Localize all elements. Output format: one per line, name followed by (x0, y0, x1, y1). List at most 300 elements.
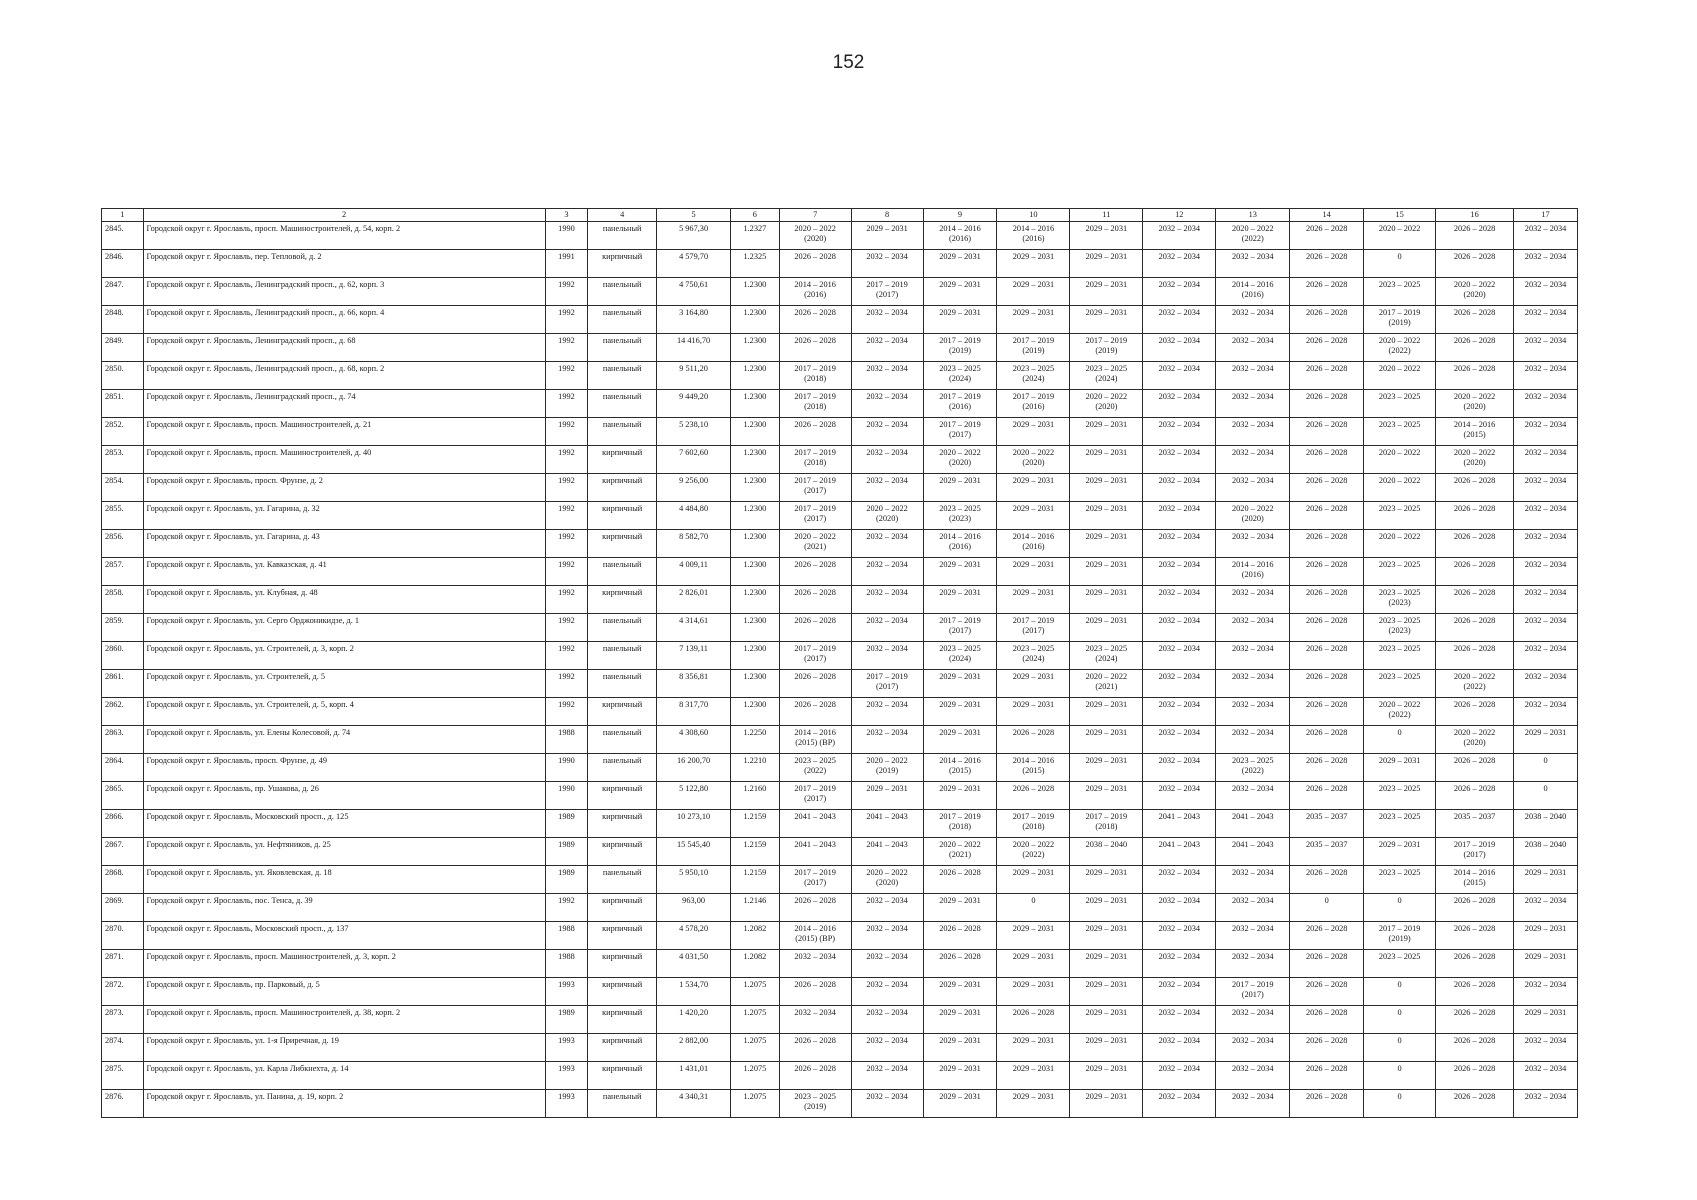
period-col-15-cell: 2020 – 2022 (1364, 362, 1436, 390)
period-col-14-cell: 2026 – 2028 (1290, 278, 1364, 306)
year-built-cell: 1992 (545, 418, 588, 446)
period-col-15-cell: 2023 – 2025 (2023) (1364, 614, 1436, 642)
column-header-5: 5 (657, 209, 731, 222)
address-cell: Городской округ г. Ярославль, Ленинградский просп., д. 68, корп. 2 (143, 362, 545, 390)
period-col-9-cell: 2017 – 2019 (2018) (923, 810, 997, 838)
area-cell: 8 317,70 (657, 698, 731, 726)
period-col-8-cell: 2032 – 2034 (851, 250, 923, 278)
period-col-7-cell: 2026 – 2028 (779, 894, 851, 922)
period-col-11-cell: 2029 – 2031 (1070, 250, 1143, 278)
coefficient-cell: 1.2300 (731, 586, 780, 614)
period-col-12-cell: 2032 – 2034 (1143, 222, 1216, 250)
address-cell: Городской округ г. Ярославль, пр. Парковый, д. 5 (143, 978, 545, 1006)
column-header-10: 10 (997, 209, 1070, 222)
period-col-10-cell: 2014 – 2016 (2016) (997, 222, 1070, 250)
address-cell: Городской округ г. Ярославль, просп. Машиностроителей, д. 21 (143, 418, 545, 446)
address-cell: Городской округ г. Ярославль, ул. Строителей, д. 5 (143, 670, 545, 698)
row-number-cell: 2862. (102, 698, 144, 726)
year-built-cell: 1988 (545, 950, 588, 978)
address-cell: Городской округ г. Ярославль, ул. Кавказская, д. 41 (143, 558, 545, 586)
period-col-14-cell: 2026 – 2028 (1290, 1062, 1364, 1090)
column-header-16: 16 (1436, 209, 1514, 222)
header-row (102, 209, 1578, 222)
period-col-14-cell: 2026 – 2028 (1290, 390, 1364, 418)
period-col-7-cell: 2026 – 2028 (779, 418, 851, 446)
period-col-14-cell: 2026 – 2028 (1290, 782, 1364, 810)
period-col-17-cell: 2032 – 2034 (1514, 250, 1578, 278)
period-col-9-cell: 2026 – 2028 (923, 922, 997, 950)
period-col-12-cell: 2032 – 2034 (1143, 950, 1216, 978)
address-cell: Городской округ г. Ярославль, ул. Гагарина, д. 43 (143, 530, 545, 558)
period-col-17-cell: 2032 – 2034 (1514, 362, 1578, 390)
column-header-8: 8 (851, 209, 923, 222)
period-col-13-cell: 2032 – 2034 (1216, 726, 1290, 754)
period-col-17-cell: 2032 – 2034 (1514, 642, 1578, 670)
period-col-9-cell: 2029 – 2031 (923, 726, 997, 754)
period-col-15-cell: 2020 – 2022 (1364, 474, 1436, 502)
period-col-7-cell: 2041 – 2043 (779, 838, 851, 866)
period-col-17-cell: 2032 – 2034 (1514, 474, 1578, 502)
period-col-16-cell: 2014 – 2016 (2015) (1436, 418, 1514, 446)
buildings-table (101, 208, 1578, 1118)
year-built-cell: 1993 (545, 978, 588, 1006)
period-col-12-cell: 2032 – 2034 (1143, 446, 1216, 474)
coefficient-cell: 1.2300 (731, 306, 780, 334)
period-col-13-cell: 2032 – 2034 (1216, 334, 1290, 362)
table-row (102, 1090, 1578, 1118)
period-col-8-cell: 2032 – 2034 (851, 1006, 923, 1034)
address-cell: Городской округ г. Ярославль, просп. Фрунзе, д. 2 (143, 474, 545, 502)
area-cell: 3 164,80 (657, 306, 731, 334)
period-col-8-cell: 2032 – 2034 (851, 558, 923, 586)
period-col-17-cell: 2032 – 2034 (1514, 502, 1578, 530)
period-col-14-cell: 2026 – 2028 (1290, 1034, 1364, 1062)
period-col-13-cell: 2032 – 2034 (1216, 474, 1290, 502)
period-col-13-cell: 2032 – 2034 (1216, 362, 1290, 390)
period-col-12-cell: 2032 – 2034 (1143, 250, 1216, 278)
address-cell: Городской округ г. Ярославль, пос. Тенса, д. 39 (143, 894, 545, 922)
table-row (102, 950, 1578, 978)
period-col-16-cell: 2026 – 2028 (1436, 1090, 1514, 1118)
period-col-12-cell: 2032 – 2034 (1143, 754, 1216, 782)
period-col-11-cell: 2029 – 2031 (1070, 1006, 1143, 1034)
period-col-15-cell: 2023 – 2025 (1364, 810, 1436, 838)
address-cell: Городской округ г. Ярославль, ул. Клубная, д. 48 (143, 586, 545, 614)
period-col-17-cell: 2032 – 2034 (1514, 306, 1578, 334)
period-col-17-cell: 0 (1514, 754, 1578, 782)
period-col-17-cell: 2032 – 2034 (1514, 586, 1578, 614)
period-col-16-cell: 2026 – 2028 (1436, 978, 1514, 1006)
row-number-cell: 2855. (102, 502, 144, 530)
period-col-13-cell: 2041 – 2043 (1216, 838, 1290, 866)
period-col-10-cell: 2020 – 2022 (2020) (997, 446, 1070, 474)
period-col-13-cell: 2020 – 2022 (2020) (1216, 502, 1290, 530)
area-cell: 7 602,60 (657, 446, 731, 474)
period-col-10-cell: 2029 – 2031 (997, 278, 1070, 306)
row-number-cell: 2865. (102, 782, 144, 810)
period-col-16-cell: 2026 – 2028 (1436, 530, 1514, 558)
period-col-11-cell: 2023 – 2025 (2024) (1070, 642, 1143, 670)
period-col-13-cell: 2023 – 2025 (2022) (1216, 754, 1290, 782)
period-col-11-cell: 2029 – 2031 (1070, 306, 1143, 334)
period-col-14-cell: 2026 – 2028 (1290, 250, 1364, 278)
period-col-14-cell: 2026 – 2028 (1290, 334, 1364, 362)
wall-material-cell: панельный (588, 334, 657, 362)
area-cell: 5 950,10 (657, 866, 731, 894)
period-col-13-cell: 2032 – 2034 (1216, 306, 1290, 334)
period-col-16-cell: 2026 – 2028 (1436, 1062, 1514, 1090)
period-col-7-cell: 2017 – 2019 (2018) (779, 390, 851, 418)
table-row (102, 1062, 1578, 1090)
period-col-8-cell: 2017 – 2019 (2017) (851, 670, 923, 698)
column-header-1: 1 (102, 209, 144, 222)
period-col-14-cell: 2026 – 2028 (1290, 1006, 1364, 1034)
period-col-12-cell: 2032 – 2034 (1143, 698, 1216, 726)
period-col-13-cell: 2032 – 2034 (1216, 614, 1290, 642)
coefficient-cell: 1.2300 (731, 446, 780, 474)
address-cell: Городской округ г. Ярославль, Ленинградский просп., д. 62, корп. 3 (143, 278, 545, 306)
coefficient-cell: 1.2075 (731, 1006, 780, 1034)
period-col-9-cell: 2023 – 2025 (2023) (923, 502, 997, 530)
period-col-8-cell: 2032 – 2034 (851, 306, 923, 334)
row-number-cell: 2847. (102, 278, 144, 306)
table-row (102, 306, 1578, 334)
address-cell: Городской округ г. Ярославль, ул. Нефтяников, д. 25 (143, 838, 545, 866)
period-col-8-cell: 2017 – 2019 (2017) (851, 278, 923, 306)
year-built-cell: 1992 (545, 894, 588, 922)
period-col-14-cell: 2026 – 2028 (1290, 950, 1364, 978)
period-col-8-cell: 2032 – 2034 (851, 474, 923, 502)
period-col-9-cell: 2014 – 2016 (2016) (923, 222, 997, 250)
period-col-10-cell: 2023 – 2025 (2024) (997, 362, 1070, 390)
column-header-13: 13 (1216, 209, 1290, 222)
address-cell: Городской округ г. Ярославль, Московский просп., д. 137 (143, 922, 545, 950)
period-col-16-cell: 2026 – 2028 (1436, 754, 1514, 782)
row-number-cell: 2860. (102, 642, 144, 670)
period-col-9-cell: 2029 – 2031 (923, 250, 997, 278)
row-number-cell: 2858. (102, 586, 144, 614)
period-col-8-cell: 2032 – 2034 (851, 614, 923, 642)
period-col-11-cell: 2038 – 2040 (1070, 838, 1143, 866)
period-col-8-cell: 2041 – 2043 (851, 810, 923, 838)
period-col-13-cell: 2032 – 2034 (1216, 642, 1290, 670)
period-col-12-cell: 2032 – 2034 (1143, 530, 1216, 558)
column-header-17: 17 (1514, 209, 1578, 222)
row-number-cell: 2851. (102, 390, 144, 418)
table-row (102, 530, 1578, 558)
period-col-17-cell: 2032 – 2034 (1514, 278, 1578, 306)
wall-material-cell: кирпичный (588, 1062, 657, 1090)
row-number-cell: 2848. (102, 306, 144, 334)
period-col-10-cell: 2029 – 2031 (997, 922, 1070, 950)
period-col-12-cell: 2032 – 2034 (1143, 894, 1216, 922)
year-built-cell: 1993 (545, 1090, 588, 1118)
period-col-16-cell: 2026 – 2028 (1436, 306, 1514, 334)
period-col-13-cell: 2032 – 2034 (1216, 586, 1290, 614)
period-col-9-cell: 2014 – 2016 (2015) (923, 754, 997, 782)
wall-material-cell: кирпичный (588, 810, 657, 838)
period-col-10-cell: 2029 – 2031 (997, 1090, 1070, 1118)
table-row (102, 894, 1578, 922)
table-row (102, 446, 1578, 474)
period-col-9-cell: 2029 – 2031 (923, 558, 997, 586)
period-col-10-cell: 2029 – 2031 (997, 950, 1070, 978)
table-row (102, 614, 1578, 642)
year-built-cell: 1992 (545, 362, 588, 390)
period-col-16-cell: 2020 – 2022 (2022) (1436, 670, 1514, 698)
period-col-15-cell: 0 (1364, 726, 1436, 754)
area-cell: 8 582,70 (657, 530, 731, 558)
period-col-13-cell: 2032 – 2034 (1216, 390, 1290, 418)
wall-material-cell: кирпичный (588, 530, 657, 558)
coefficient-cell: 1.2082 (731, 922, 780, 950)
period-col-7-cell: 2026 – 2028 (779, 1062, 851, 1090)
period-col-14-cell: 2026 – 2028 (1290, 642, 1364, 670)
period-col-13-cell: 2032 – 2034 (1216, 866, 1290, 894)
period-col-14-cell: 2026 – 2028 (1290, 530, 1364, 558)
period-col-14-cell: 2026 – 2028 (1290, 978, 1364, 1006)
period-col-9-cell: 2029 – 2031 (923, 1062, 997, 1090)
period-col-11-cell: 2029 – 2031 (1070, 1090, 1143, 1118)
period-col-9-cell: 2026 – 2028 (923, 866, 997, 894)
period-col-7-cell: 2026 – 2028 (779, 250, 851, 278)
period-col-11-cell: 2029 – 2031 (1070, 782, 1143, 810)
area-cell: 14 416,70 (657, 334, 731, 362)
area-cell: 5 967,30 (657, 222, 731, 250)
period-col-12-cell: 2032 – 2034 (1143, 1034, 1216, 1062)
area-cell: 2 882,00 (657, 1034, 731, 1062)
period-col-9-cell: 2029 – 2031 (923, 894, 997, 922)
table-row (102, 754, 1578, 782)
period-col-15-cell: 2020 – 2022 (1364, 222, 1436, 250)
wall-material-cell: панельный (588, 558, 657, 586)
period-col-15-cell: 0 (1364, 250, 1436, 278)
period-col-13-cell: 2032 – 2034 (1216, 418, 1290, 446)
period-col-9-cell: 2029 – 2031 (923, 782, 997, 810)
wall-material-cell: панельный (588, 670, 657, 698)
period-col-11-cell: 2029 – 2031 (1070, 530, 1143, 558)
area-cell: 2 826,01 (657, 586, 731, 614)
period-col-8-cell: 2032 – 2034 (851, 1062, 923, 1090)
period-col-11-cell: 2020 – 2022 (2020) (1070, 390, 1143, 418)
column-header-15: 15 (1364, 209, 1436, 222)
period-col-14-cell: 2035 – 2037 (1290, 838, 1364, 866)
period-col-11-cell: 2029 – 2031 (1070, 922, 1143, 950)
period-col-7-cell: 2026 – 2028 (779, 670, 851, 698)
period-col-12-cell: 2032 – 2034 (1143, 726, 1216, 754)
period-col-14-cell: 2026 – 2028 (1290, 222, 1364, 250)
table-body (102, 222, 1578, 1118)
period-col-15-cell: 2023 – 2025 (1364, 670, 1436, 698)
period-col-15-cell: 2023 – 2025 (1364, 418, 1436, 446)
row-number-cell: 2868. (102, 866, 144, 894)
period-col-13-cell: 2032 – 2034 (1216, 950, 1290, 978)
period-col-17-cell: 2032 – 2034 (1514, 390, 1578, 418)
page-number: 152 (832, 52, 865, 73)
year-built-cell: 1989 (545, 866, 588, 894)
period-col-8-cell: 2032 – 2034 (851, 586, 923, 614)
period-col-13-cell: 2041 – 2043 (1216, 810, 1290, 838)
wall-material-cell: кирпичный (588, 502, 657, 530)
period-col-8-cell: 2032 – 2034 (851, 922, 923, 950)
period-col-8-cell: 2029 – 2031 (851, 222, 923, 250)
period-col-17-cell: 2032 – 2034 (1514, 446, 1578, 474)
period-col-12-cell: 2032 – 2034 (1143, 418, 1216, 446)
period-col-17-cell: 2032 – 2034 (1514, 698, 1578, 726)
period-col-12-cell: 2032 – 2034 (1143, 1062, 1216, 1090)
period-col-14-cell: 2035 – 2037 (1290, 810, 1364, 838)
year-built-cell: 1992 (545, 698, 588, 726)
address-cell: Городской округ г. Ярославль, ул. Панина, д. 19, корп. 2 (143, 1090, 545, 1118)
year-built-cell: 1992 (545, 334, 588, 362)
row-number-cell: 2861. (102, 670, 144, 698)
period-col-9-cell: 2017 – 2019 (2017) (923, 614, 997, 642)
period-col-8-cell: 2032 – 2034 (851, 894, 923, 922)
period-col-17-cell: 2032 – 2034 (1514, 670, 1578, 698)
address-cell: Городской округ г. Ярославль, ул. Строителей, д. 5, корп. 4 (143, 698, 545, 726)
row-number-cell: 2866. (102, 810, 144, 838)
coefficient-cell: 1.2300 (731, 334, 780, 362)
period-col-17-cell: 2029 – 2031 (1514, 1006, 1578, 1034)
wall-material-cell: панельный (588, 362, 657, 390)
period-col-11-cell: 2029 – 2031 (1070, 446, 1143, 474)
area-cell: 9 511,20 (657, 362, 731, 390)
period-col-11-cell: 2029 – 2031 (1070, 502, 1143, 530)
period-col-10-cell: 2029 – 2031 (997, 1062, 1070, 1090)
period-col-16-cell: 2020 – 2022 (2020) (1436, 390, 1514, 418)
period-col-15-cell: 2023 – 2025 (1364, 866, 1436, 894)
period-col-14-cell: 0 (1290, 894, 1364, 922)
period-col-13-cell: 2032 – 2034 (1216, 698, 1290, 726)
area-cell: 4 578,20 (657, 922, 731, 950)
period-col-7-cell: 2017 – 2019 (2017) (779, 782, 851, 810)
period-col-9-cell: 2029 – 2031 (923, 1006, 997, 1034)
row-number-cell: 2856. (102, 530, 144, 558)
area-cell: 4 308,60 (657, 726, 731, 754)
address-cell: Городской округ г. Ярославль, Ленинградский просп., д. 68 (143, 334, 545, 362)
address-cell: Городской округ г. Ярославль, Ленинградский просп., д. 74 (143, 390, 545, 418)
period-col-12-cell: 2032 – 2034 (1143, 334, 1216, 362)
coefficient-cell: 1.2300 (731, 390, 780, 418)
wall-material-cell: панельный (588, 754, 657, 782)
wall-material-cell: панельный (588, 866, 657, 894)
period-col-15-cell: 2017 – 2019 (2019) (1364, 922, 1436, 950)
period-col-8-cell: 2032 – 2034 (851, 698, 923, 726)
period-col-12-cell: 2032 – 2034 (1143, 670, 1216, 698)
year-built-cell: 1989 (545, 810, 588, 838)
period-col-10-cell: 0 (997, 894, 1070, 922)
period-col-17-cell: 2038 – 2040 (1514, 810, 1578, 838)
period-col-7-cell: 2014 – 2016 (2015) (ВР) (779, 726, 851, 754)
period-col-14-cell: 2026 – 2028 (1290, 1090, 1364, 1118)
period-col-14-cell: 2026 – 2028 (1290, 502, 1364, 530)
period-col-12-cell: 2032 – 2034 (1143, 278, 1216, 306)
period-col-9-cell: 2023 – 2025 (2024) (923, 362, 997, 390)
period-col-15-cell: 2023 – 2025 (1364, 558, 1436, 586)
period-col-13-cell: 2032 – 2034 (1216, 446, 1290, 474)
period-col-12-cell: 2032 – 2034 (1143, 390, 1216, 418)
area-cell: 1 534,70 (657, 978, 731, 1006)
wall-material-cell: панельный (588, 418, 657, 446)
area-cell: 963,00 (657, 894, 731, 922)
coefficient-cell: 1.2159 (731, 838, 780, 866)
coefficient-cell: 1.2300 (731, 362, 780, 390)
period-col-7-cell: 2041 – 2043 (779, 810, 851, 838)
period-col-14-cell: 2026 – 2028 (1290, 474, 1364, 502)
period-col-13-cell: 2020 – 2022 (2022) (1216, 222, 1290, 250)
period-col-17-cell: 2032 – 2034 (1514, 1062, 1578, 1090)
period-col-11-cell: 2029 – 2031 (1070, 950, 1143, 978)
period-col-12-cell: 2032 – 2034 (1143, 306, 1216, 334)
period-col-9-cell: 2029 – 2031 (923, 1090, 997, 1118)
period-col-10-cell: 2029 – 2031 (997, 670, 1070, 698)
period-col-9-cell: 2029 – 2031 (923, 1034, 997, 1062)
table-row (102, 698, 1578, 726)
area-cell: 1 431,01 (657, 1062, 731, 1090)
period-col-10-cell: 2029 – 2031 (997, 866, 1070, 894)
period-col-16-cell: 2026 – 2028 (1436, 642, 1514, 670)
row-number-cell: 2872. (102, 978, 144, 1006)
period-col-7-cell: 2017 – 2019 (2018) (779, 446, 851, 474)
period-col-11-cell: 2029 – 2031 (1070, 866, 1143, 894)
period-col-8-cell: 2032 – 2034 (851, 642, 923, 670)
period-col-16-cell: 2026 – 2028 (1436, 474, 1514, 502)
table-row (102, 390, 1578, 418)
row-number-cell: 2859. (102, 614, 144, 642)
table-row (102, 670, 1578, 698)
area-cell: 5 122,80 (657, 782, 731, 810)
period-col-8-cell: 2032 – 2034 (851, 530, 923, 558)
period-col-12-cell: 2032 – 2034 (1143, 558, 1216, 586)
period-col-10-cell: 2029 – 2031 (997, 698, 1070, 726)
area-cell: 15 545,40 (657, 838, 731, 866)
period-col-15-cell: 2023 – 2025 (1364, 502, 1436, 530)
address-cell: Городской округ г. Ярославль, ул. Строителей, д. 3, корп. 2 (143, 642, 545, 670)
column-header-11: 11 (1070, 209, 1143, 222)
period-col-12-cell: 2032 – 2034 (1143, 782, 1216, 810)
period-col-15-cell: 2023 – 2025 (1364, 642, 1436, 670)
column-header-3: 3 (545, 209, 588, 222)
period-col-7-cell: 2017 – 2019 (2017) (779, 502, 851, 530)
period-col-9-cell: 2029 – 2031 (923, 586, 997, 614)
period-col-14-cell: 2026 – 2028 (1290, 726, 1364, 754)
period-col-9-cell: 2029 – 2031 (923, 978, 997, 1006)
year-built-cell: 1992 (545, 502, 588, 530)
year-built-cell: 1992 (545, 306, 588, 334)
period-col-17-cell: 2032 – 2034 (1514, 558, 1578, 586)
year-built-cell: 1989 (545, 838, 588, 866)
period-col-13-cell: 2032 – 2034 (1216, 670, 1290, 698)
period-col-11-cell: 2029 – 2031 (1070, 614, 1143, 642)
row-number-cell: 2845. (102, 222, 144, 250)
address-cell: Городской округ г. Ярославль, ул. 1-я Приречная, д. 19 (143, 1034, 545, 1062)
period-col-16-cell: 2026 – 2028 (1436, 782, 1514, 810)
coefficient-cell: 1.2300 (731, 530, 780, 558)
wall-material-cell: кирпичный (588, 446, 657, 474)
period-col-15-cell: 2023 – 2025 (1364, 390, 1436, 418)
period-col-9-cell: 2017 – 2019 (2019) (923, 334, 997, 362)
period-col-9-cell: 2017 – 2019 (2017) (923, 418, 997, 446)
period-col-7-cell: 2026 – 2028 (779, 334, 851, 362)
table-row (102, 782, 1578, 810)
period-col-17-cell: 2029 – 2031 (1514, 866, 1578, 894)
period-col-14-cell: 2026 – 2028 (1290, 558, 1364, 586)
row-number-cell: 2846. (102, 250, 144, 278)
area-cell: 4 579,70 (657, 250, 731, 278)
period-col-9-cell: 2026 – 2028 (923, 950, 997, 978)
period-col-10-cell: 2026 – 2028 (997, 726, 1070, 754)
period-col-10-cell: 2014 – 2016 (2016) (997, 530, 1070, 558)
